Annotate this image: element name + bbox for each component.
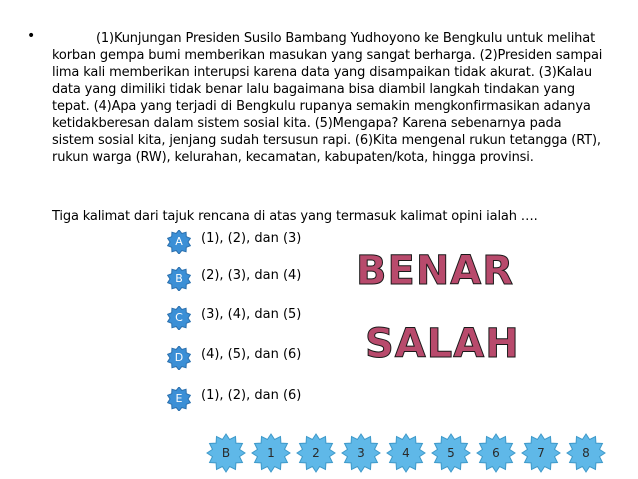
option-letter: D	[174, 351, 184, 364]
nav-label: B	[221, 446, 231, 460]
option-letter: B	[175, 272, 183, 285]
nav-label: 5	[447, 446, 455, 460]
nav-label: 6	[492, 446, 500, 460]
nav-question-8-button[interactable]	[566, 433, 606, 473]
nav-label: 2	[312, 446, 320, 460]
nav-question-4-button[interactable]	[386, 433, 426, 473]
option-a-text[interactable]: (1), (2), dan (3)	[201, 231, 302, 246]
option-d-button[interactable]	[167, 346, 191, 370]
option-a-button[interactable]	[167, 230, 191, 254]
option-letter: A	[175, 235, 183, 248]
bullet-point: •	[27, 28, 36, 44]
nav-label: 3	[357, 446, 365, 460]
reading-passage	[52, 30, 607, 166]
question-text: Tiga kalimat dari tajuk rencana di atas yang termasuk kalimat opini ialah ….	[52, 209, 538, 224]
passage-text: (1)Kunjungan Presiden Susilo Bambang Yudhoyono ke Bengkulu untuk melihat korban gempa bumi memberikan masukan yang sangat berharga. (2)Presiden sampai lima kali memberikan interupsi karena data yang disampaikan tidak akurat. (3)Kalau data yang dimiliki tidak benar lalu bagaimana bisa diambil langkah tindakan yang tepat. (4)Apa yang terjadi di Bengkulu rupanya semakin mengkonfirmasikan adanya ketidakberesan dalam sistem sosial kita. (5)Mengapa? Karena sebenarnya pada sistem sosial kita, jenjang sudah tersusun rapi. (6)Kita mengenal rukun tetangga (RT), rukun warga (RW), kelurahan, kecamatan, kabupaten/kota, hingga provinsi.	[52, 31, 603, 165]
nav-back-button[interactable]	[206, 433, 246, 473]
nav-question-6-button[interactable]	[476, 433, 516, 473]
option-b-text[interactable]: (2), (3), dan (4)	[201, 268, 302, 283]
nav-label: 1	[267, 446, 275, 460]
option-letter: C	[175, 311, 183, 324]
option-e-button[interactable]	[167, 387, 191, 411]
wrong-feedback-button[interactable]: SALAH	[365, 321, 520, 367]
option-c-text[interactable]: (3), (4), dan (5)	[201, 307, 302, 322]
correct-feedback-button[interactable]: BENAR	[356, 248, 515, 294]
option-c-button[interactable]	[167, 306, 191, 330]
nav-label: 4	[402, 446, 410, 460]
option-b-button[interactable]	[167, 267, 191, 291]
nav-question-3-button[interactable]	[341, 433, 381, 473]
nav-question-7-button[interactable]	[521, 433, 561, 473]
nav-question-5-button[interactable]	[431, 433, 471, 473]
nav-question-2-button[interactable]	[296, 433, 336, 473]
nav-label: 7	[537, 446, 545, 460]
option-d-text[interactable]: (4), (5), dan (6)	[201, 347, 302, 362]
option-letter: E	[175, 392, 183, 405]
nav-question-1-button[interactable]	[251, 433, 291, 473]
option-e-text[interactable]: (1), (2), dan (6)	[201, 388, 302, 403]
nav-label: 8	[582, 446, 590, 460]
